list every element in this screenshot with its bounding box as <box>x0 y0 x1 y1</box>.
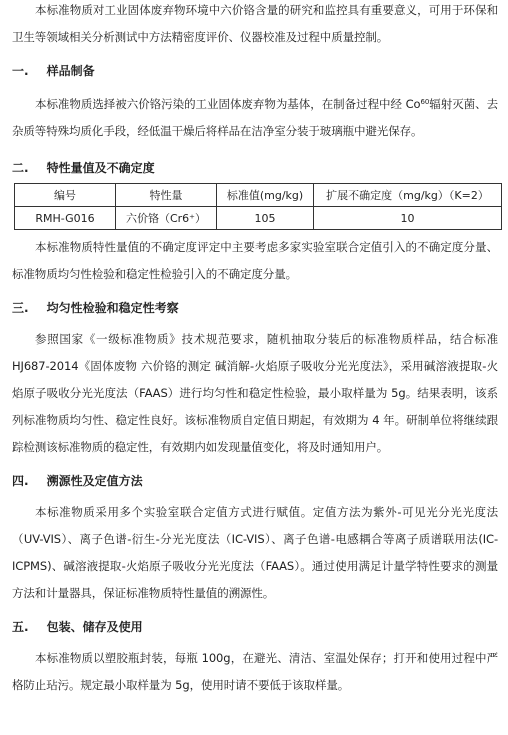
cell-standard-value: 105 <box>217 207 314 230</box>
section-traceability <box>12 470 498 607</box>
section-paragraph: 本标准物质特性量值的不确定度评定中主要考虑多家实验室联合定值引入的不确定度分量、标准物质均匀性检验和稳定性检验引入的不确定度分量。 <box>12 240 498 281</box>
header-standard-value: 标准值(mg/kg) <box>217 184 314 207</box>
section-paragraph: 参照国家《一级标准物质》技术规范要求，随机抽取分装后的标准物质样品，结合标准 HJ687-2014《固体废物 六价铬的测定 碱消解-火焰原子吸收分光光度法》，采用碱溶液提取-火焰原子吸收分光光度法（FAAS）进行均匀性和稳定性检验，最小取样量为 5g。结果表明，该系列标准物质均匀性、稳定性良好。该标准物质自定值日期起，有效期为 4 年。研制单位将继续跟踪检测该标准物质的稳定性，有效期内如发现量值变化，将及时通知用户。 <box>12 332 498 454</box>
section-paragraph: 本标准物质以塑胶瓶封装，每瓶 100g，在避光、清洁、室温处保存；打开和使用过程中严格防止玷污。规定最小取样量为 5g，使用时请不要低于该取样量。 <box>12 651 498 692</box>
section-number: 五. <box>12 620 29 634</box>
paragraph-text-before: 本标准物质选择被六价铬污染的工业固体废弃物为基体，在制备过程中经 Co <box>35 97 421 111</box>
section-heading <box>12 616 498 638</box>
section-paragraph: 本标准物质采用多个实验室联合定值方式进行赋值。定值方法为紫外-可见光分光光度法（UV-VIS）、离子色谱-衍生-分光光度法（IC-VIS）、离子色谱-电感耦合等离子质谱联用法(IC-ICPMS)、碱溶液提取-火焰原子吸收分光光度法（FAAS）。通过使用满足计量学特性要求的测量方法和计量器具，保证标准物质特性量值的溯源性。 <box>12 505 498 600</box>
section-title: 特性量值及不确定度 <box>46 161 155 175</box>
intro-paragraph: 本标准物质对工业固体废弃物环境中六价铬含量的研究和监控具有重要意义，可用于环保和卫生等领域相关分析测试中方法精密度评价、仪器校准及过程中质量控制。 <box>12 3 498 44</box>
section-number: 三. <box>12 301 29 315</box>
section-heading <box>12 157 498 179</box>
section-number: 四. <box>12 474 29 488</box>
property-values-table <box>14 183 502 230</box>
section-homogeneity-stability <box>12 297 498 461</box>
section-heading <box>12 470 498 492</box>
cell-code: RMH-G016 <box>15 207 116 230</box>
section-heading <box>12 297 498 319</box>
isotope-superscript: 60 <box>420 98 430 106</box>
table-row <box>15 207 502 230</box>
header-code: 编号 <box>15 184 116 207</box>
section-title: 均匀性检验和稳定性考察 <box>46 301 179 315</box>
section-number: 二. <box>12 161 29 175</box>
section-heading <box>12 60 498 82</box>
section-property-values <box>12 157 498 288</box>
section-number: 一. <box>12 64 29 78</box>
cell-uncertainty: 10 <box>314 207 502 230</box>
table-header-row <box>15 184 502 207</box>
paragraph-text-after: 辐射灭菌、去杂质等特殊均质化手段，经低温干燥后将样品在洁净室分装于玻璃瓶中避光保存。 <box>12 97 498 138</box>
section-packaging-storage <box>12 616 498 699</box>
cell-property: 六价铬（Cr6⁺） <box>116 207 217 230</box>
header-expanded-uncertainty: 扩展不确定度（mg/kg）（K=2） <box>314 184 502 207</box>
section-title: 样品制备 <box>46 64 95 78</box>
section-title: 包装、储存及使用 <box>46 620 143 634</box>
header-property: 特性量 <box>116 184 217 207</box>
section-title: 溯源性及定值方法 <box>46 474 143 488</box>
section-paragraph <box>12 91 498 145</box>
section-sample-preparation <box>12 60 498 145</box>
